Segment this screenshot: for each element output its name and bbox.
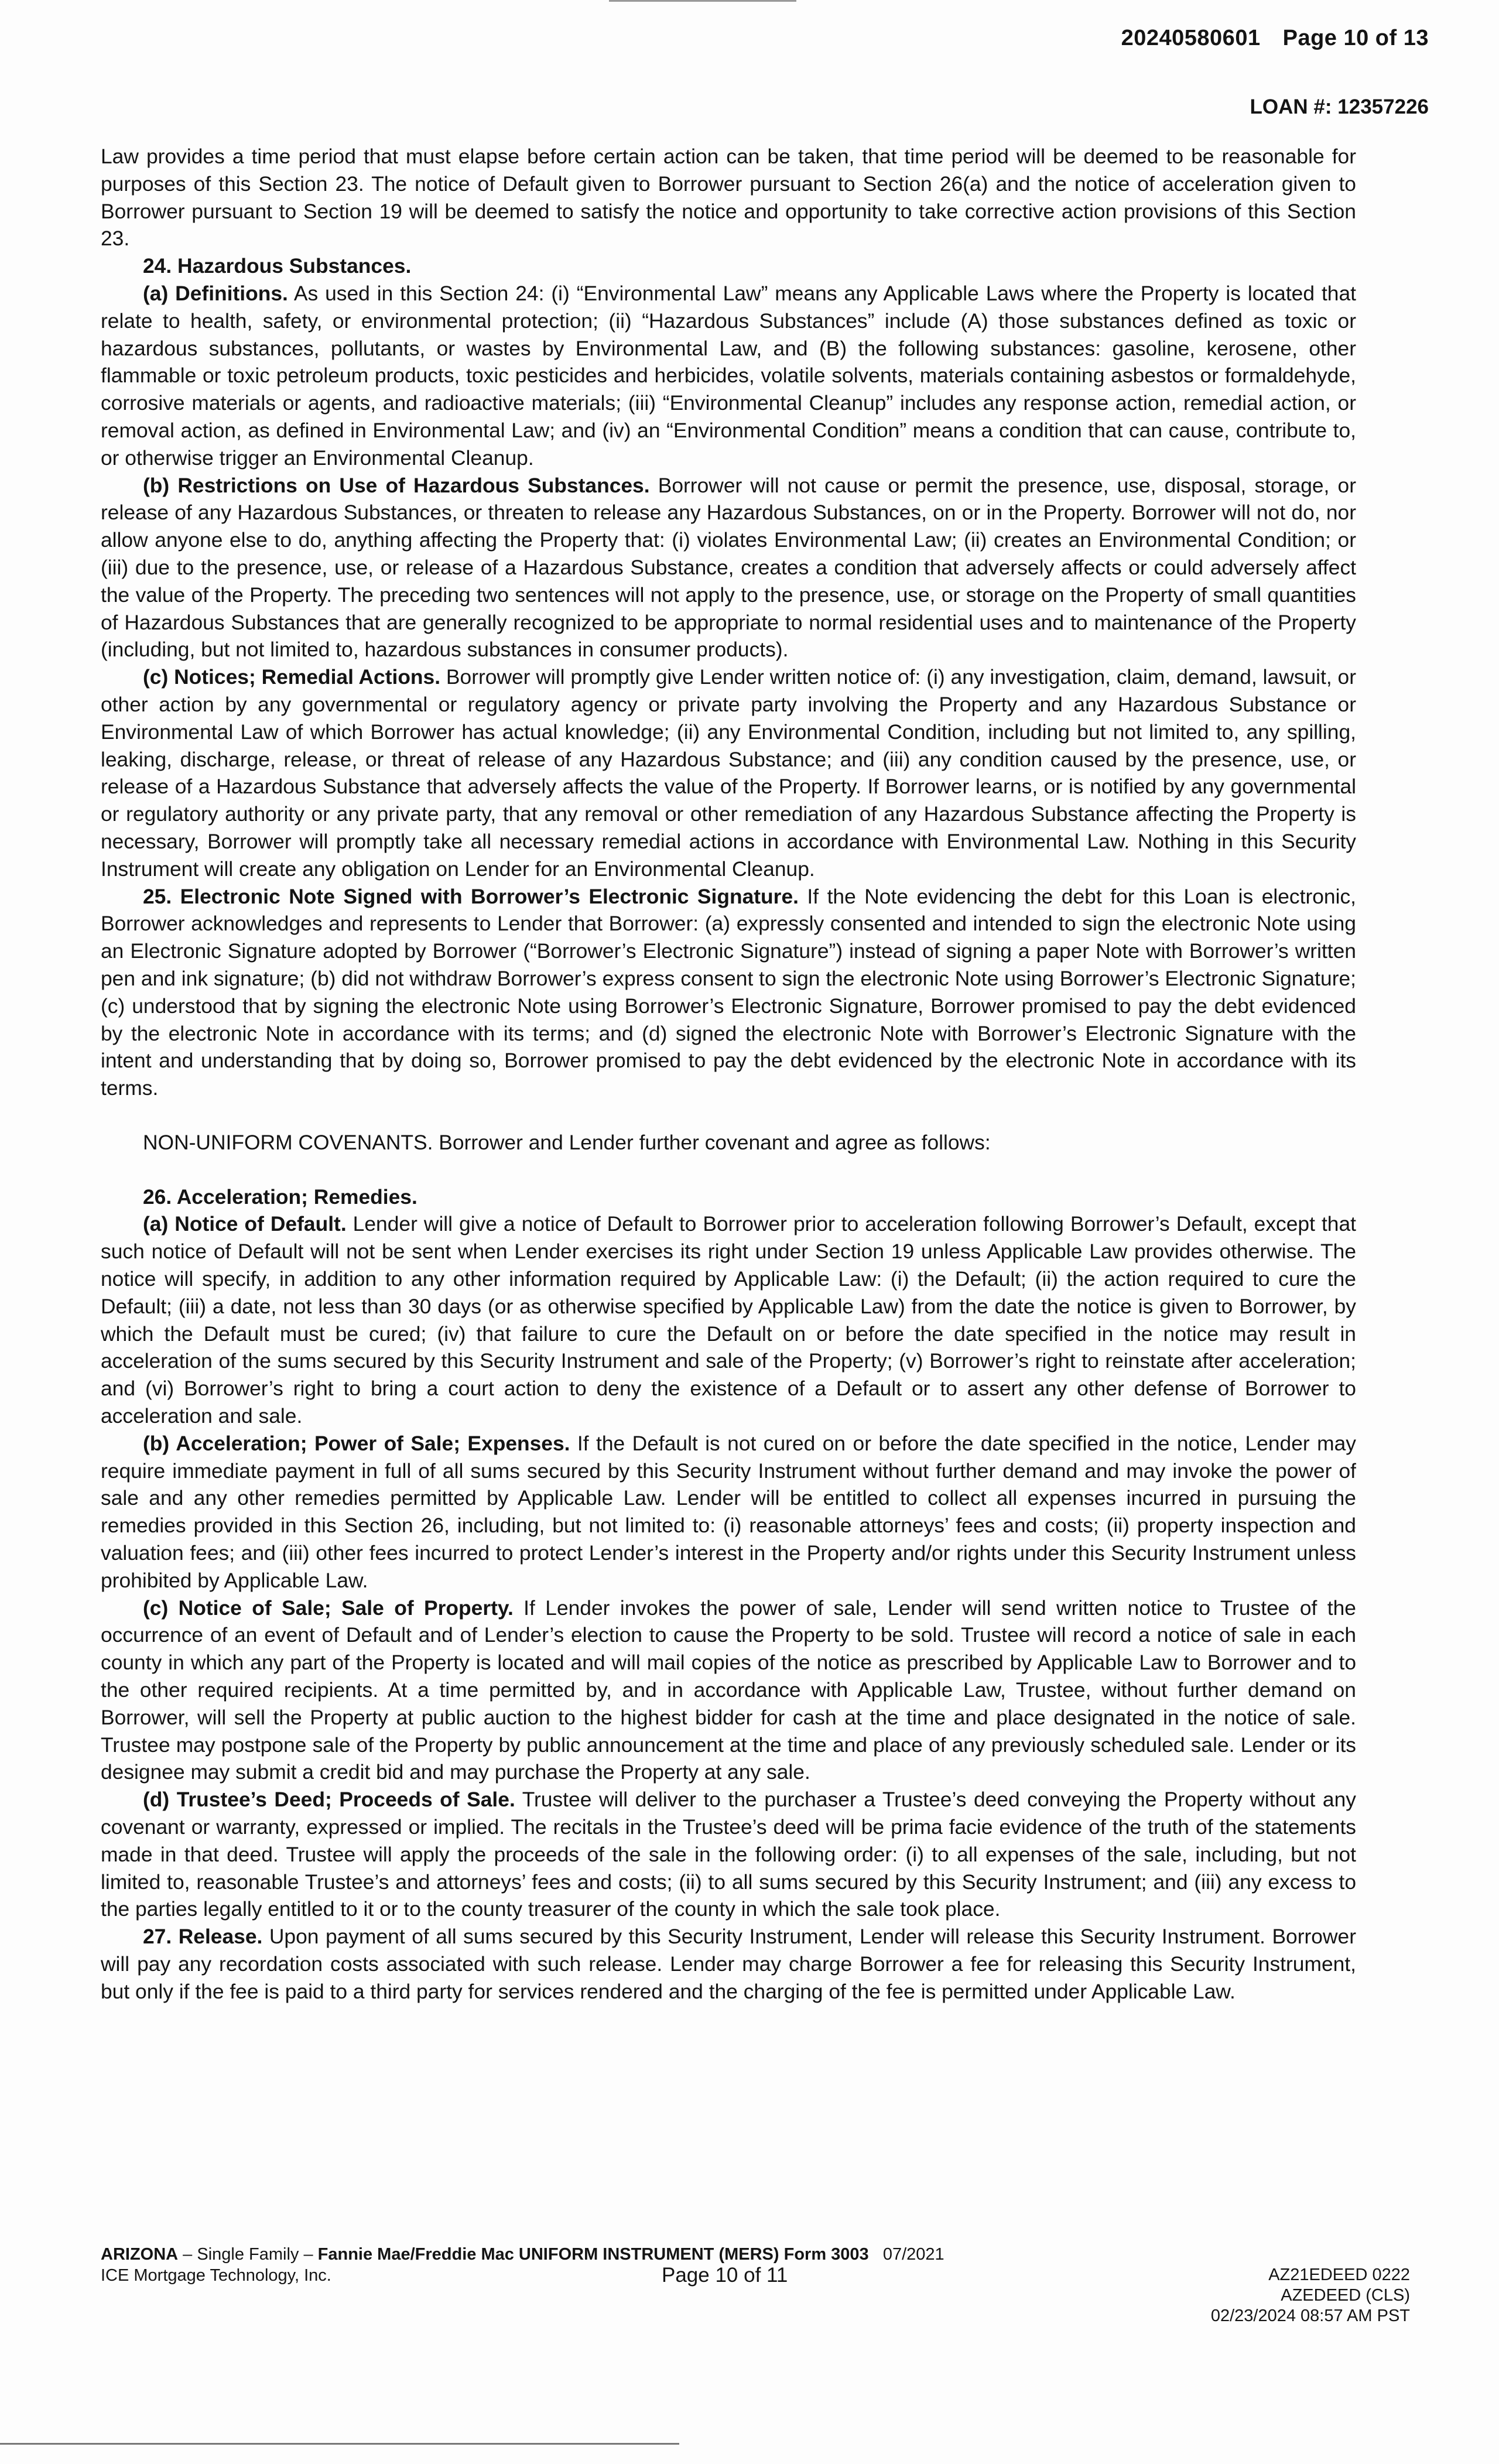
- non-uniform-covenants: NON-UNIFORM COVENANTS. Borrower and Lender further covenant and agree as follows:: [143, 1130, 991, 1154]
- paragraph-continuation: Law provides a time period that must elapse before certain action can be taken, that time period will be deemed to be reasonable for purposes of this Section 23. The notice of Default given to Borrower pursuant to Section 26(a) and the notice of acceleration given to Borrower pursuant to Section 19 will be deemed to satisfy the notice and opportunity to take corrective action provisions of this Section 23.: [101, 145, 1356, 251]
- section-24c: (c) Notices; Remedial Actions. Borrower will promptly give Lender written notice of: (i) any investigation, claim, demand, lawsuit, or other action by any governmental or regulatory agency or private party involving the Property and any Hazardous Substance or Environmental Law of which Borrower has actual knowledge; (ii) any Environmental Condition, including but not limited to, any spilling, leaking, discharge, release, or threat of release of any Hazardous Substance; and (iii) any condition caused by the presence, use, or release of a Hazardous Substance that adversely affects the value of the Property. If Borrower learns, or is notified by any governmental or regulatory authority or any private party, that any removal or other remediation of any Hazardous Substance affecting the Property is necessary, Borrower will promptly take all necessary remedial actions in accordance with Environmental Law. Nothing in this Security Instrument will create any obligation on Lender for an Environmental Cleanup.: [101, 665, 1356, 881]
- section-26b: (b) Acceleration; Power of Sale; Expenses. If the Default is not cured on or before the date specified in the notice, Lender may require immediate payment in full of all sums secured by this Security Instrument without further demand and may invoke the power of sale and any other remedies permitted by Applicable Law. Lender will be entitled to collect all expenses incurred in pursuing the remedies provided in this Section 26, including, but not limited to: (i) reasonable attorneys’ fees and costs; (ii) property inspection and valuation fees; and (iii) other fees incurred to protect Lender’s interest in the Property and/or rights under this Security Instrument unless prohibited by Applicable Law.: [101, 1431, 1356, 1592]
- section-24b: (b) Restrictions on Use of Hazardous Substances. Borrower will not cause or permit the presence, use, disposal, storage, or release of any Hazardous Substances, or threaten to release any Hazardous Substances, on or in the Property. Borrower will not do, nor allow anyone else to do, anything affecting the Property that: (i) violates Environmental Law; (ii) creates an Environmental Condition; or (iii) due to the presence, use, or release of a Hazardous Substance, creates a condition that adversely affects or could adversely affect the value of the Property. The preceding two sentences will not apply to the presence, use, or storage on the Property of small quantities of Hazardous Substances that are generally recognized to be appropriate to normal residential uses and to maintenance of the Property (including, but not limited to, hazardous substances in consumer products).: [101, 473, 1356, 662]
- section-27: 27. Release. Upon payment of all sums secured by this Security Instrument, Lender will release this Security Instrument. Borrower will pay any recordation costs associated with such release. Lender may charge Borrower a fee for releasing this Security Instrument, but only if the fee is paid to a third party for services rendered and the charging of the fee is permitted under Applicable Law.: [101, 1925, 1357, 2003]
- recording-number: 20240580601: [1121, 26, 1261, 50]
- form-page-number: Page 10 of 11: [662, 2264, 788, 2287]
- section-26d: (d) Trustee’s Deed; Proceeds of Sale. Trustee will deliver to the purchaser a Trustee’s deed conveying the Property without any covenant or warranty, expressed or implied. The recitals in the Trustee’s deed will be prima facie evidence of the truth of the statements made in that deed. Trustee will apply the proceeds of the sale in the following order: (i) to all expenses of the sale, including, but not limited to, reasonable Trustee’s and attorneys’ fees and costs; (ii) to all sums secured by this Security Instrument; and (iii) any excess to the parties legally entitled to it or to the county treasurer of the county in which the sale took place.: [101, 1788, 1356, 1921]
- section-26-heading: 26. Acceleration; Remedies.: [143, 1185, 417, 1209]
- section-24a: (a) Definitions. As used in this Section 24: (i) “Environmental Law” means any Applicable Laws where the Property is located that relate to health, safety, or environmental protection; (ii) “Hazardous Substances” include (A) those substances defined as toxic or hazardous substances, pollutants, or wastes by Environmental Law, and (B) the following substances: gasoline, kerosene, other flammable or toxic petroleum products, toxic pesticides and herbicides, volatile solvents, materials containing asbestos or formaldehyde, corrosive materials or agents, and radioactive materials; (iii) “Environmental Cleanup” includes any response action, remedial action, or removal action, as defined in Environmental Law; and (iv) an “Environmental Condition” means a condition that can cause, contribute to, or otherwise trigger an Environmental Cleanup.: [101, 281, 1356, 470]
- form-codes: [1211, 2265, 1410, 2326]
- form-code-1: AZ21EDEED 0222: [1268, 2265, 1410, 2284]
- section-26a: (a) Notice of Default. Lender will give a notice of Default to Borrower prior to acceleration following Borrower’s Default, except that such notice of Default will not be sent when Lender exercises its right under Section 19 unless Applicable Law provides otherwise. The notice will specify, in addition to any other information required by Applicable Law: (i) the Default; (ii) the action required to cure the Default; (iii) a date, not less than 30 days (or as otherwise specified by Applicable Law) from the date the notice is given to Borrower, by which the Default must be cured; (iv) that failure to cure the Default on or before the date specified in the notice may result in acceleration of the sums secured by this Security Instrument and sale of the Property; (v) Borrower’s right to reinstate after acceleration; and (vi) Borrower’s right to bring a court action to deny the existence of a Default or to assert any other defense of Borrower to acceleration and sale.: [101, 1212, 1356, 1428]
- recording-page-label: Page 10 of 13: [1282, 26, 1429, 50]
- company-name: ICE Mortgage Technology, Inc.: [101, 2266, 331, 2285]
- form-title-line: ARIZONA – Single Family – Fannie Mae/Freddie Mac UNIFORM INSTRUMENT (MERS) Form 3003 07/2021: [101, 2245, 944, 2264]
- form-code-2: AZEDEED (CLS): [1281, 2286, 1410, 2305]
- section-26c: (c) Notice of Sale; Sale of Property. If Lender invokes the power of sale, Lender will send written notice to Trustee of the occurrence of an event of Default and of Lender’s election to cause the Property to be sold. Trustee will record a notice of sale in each county in which any part of the Property is located and will mail copies of the notice as prescribed by Applicable Law to Borrower and to the other required recipients. At a time permitted by, and in accordance with Applicable Law, Trustee, without further demand on Borrower, will sell the Property at public auction to the highest bidder for cash at the time and place designated in the notice of sale. Trustee may postpone sale of the Property by public announcement at the time and place of any previously scheduled sale. Lender or its designee may submit a credit bid and may purchase the Property at any sale.: [101, 1596, 1356, 1784]
- form-footer: [101, 2244, 944, 2286]
- recording-header: [1121, 26, 1429, 51]
- section-25: 25. Electronic Note Signed with Borrower’s Electronic Signature. If the Note evidencing the debt for this Loan is electronic, Borrower acknowledges and represents to Lender that Borrower: (a) expressly consented and intended to sign the electronic Note using an Electronic Signature adopted by Borrower (“Borrower’s Electronic Signature”) instead of signing a paper Note with Borrower’s written pen and ink signature; (b) did not withdraw Borrower’s express consent to sign the electronic Note using Borrower’s Electronic Signature; (c) understood that by signing the electronic Note using Borrower’s Electronic Signature, Borrower promised to pay the debt evidenced by the electronic Note in accordance with its terms; and (d) signed the electronic Note with Borrower’s Electronic Signature with the intent and understanding that by doing so, Borrower promised to pay the debt evidenced by the electronic Note in accordance with its terms.: [101, 884, 1356, 1100]
- section-24-heading: 24. Hazardous Substances.: [143, 254, 412, 278]
- scan-artifact-bottom: [0, 2443, 679, 2445]
- loan-number: LOAN #: 12357226: [1250, 95, 1429, 118]
- document-body: [101, 143, 1356, 2006]
- form-timestamp: 02/23/2024 08:57 AM PST: [1210, 2306, 1410, 2325]
- scan-artifact-top: [609, 0, 796, 2]
